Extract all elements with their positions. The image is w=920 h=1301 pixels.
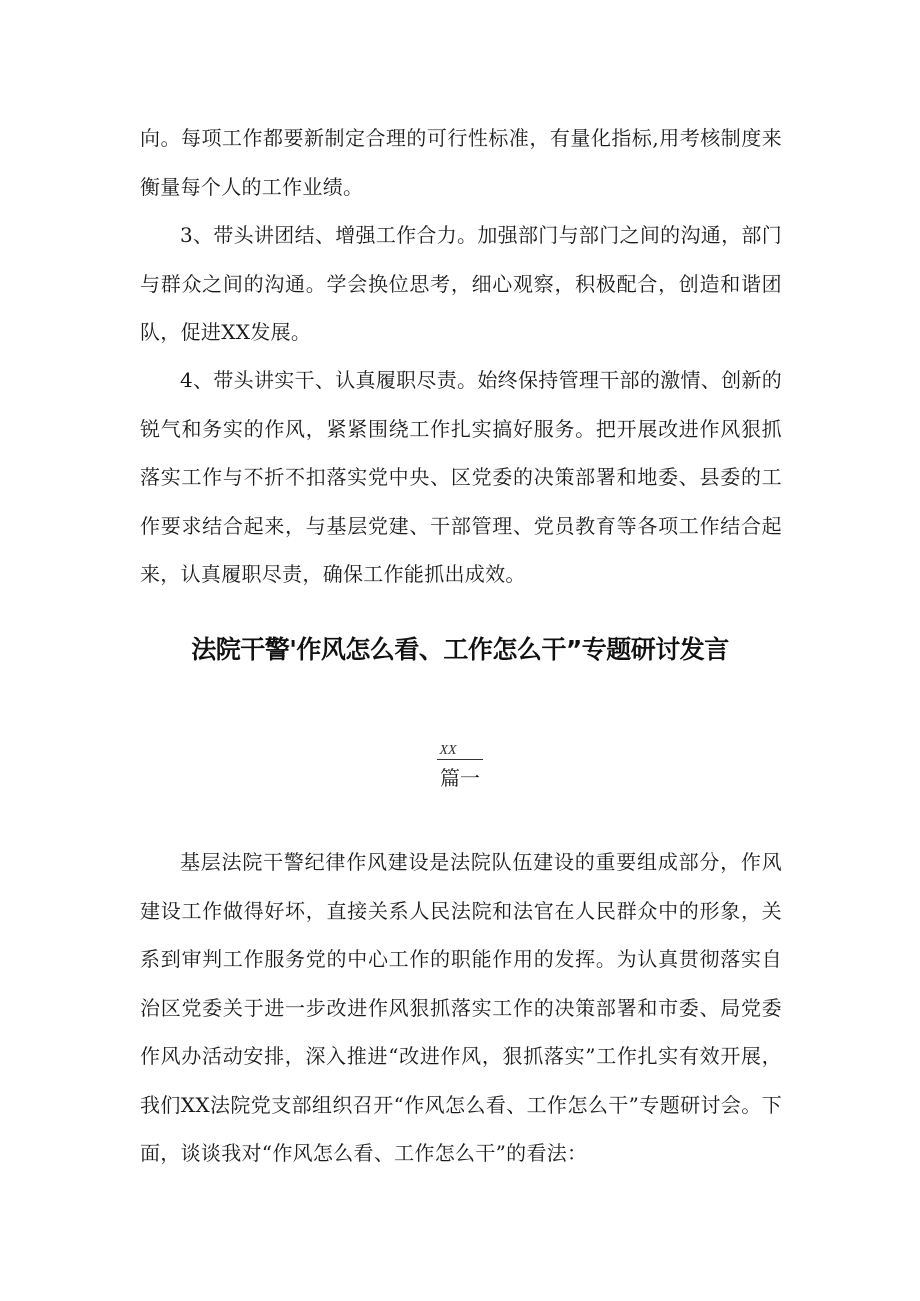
- author-name: XX: [439, 743, 457, 758]
- part-label: 篇一: [440, 766, 480, 790]
- author-underline: [437, 743, 482, 760]
- speech-title: 法院干警'作风怎么看、工作怎么干”专题研讨发言: [191, 635, 729, 664]
- paragraph-item-4: 4、带头讲实干、认真履职尽责。始终保持管理干部的激情、创新的锐气和务实的作风，紧紧围绕工作扎实搞好服务。把开展改进作风狠抓落实工作与不折不扣落实党中央、区党委的决策部署和地委、县委的工作要求结合起来，与基层党建、干部管理、党员教育等各项工作结合起来，认真履职尽责，确保工作能抓出成效。: [140, 368, 782, 586]
- paragraph-item-3: 3、带头讲团结、增强工作合力。加强部门与部门之间的沟通，部门与群众之间的沟通。学会换位思考，细心观察，积极配合，创造和谐团队，促进XX发展。: [140, 223, 782, 344]
- author-line: [0, 743, 920, 760]
- paragraph-continued: 向。每项工作都要新制定合理的可行性标准，有量化指标,用考核制度来衡量每个人的工作业绩。: [140, 126, 782, 199]
- paragraph-intro: 基层法院干警纪律作风建设是法院队伍建设的重要组成部分，作风建设工作做得好坏，直接关系人民法院和法官在人民群众中的形象，关系到审判工作服务党的中心工作的职能作用的发挥。为认真贯彻落实自治区党委关于进一步改进作风狠抓落实工作的决策部署和市委、局党委作风办活动安排，深入推进“改进作风，狠抓落实”工作扎实有效开展，我们XX法院党支部组织召开“作风怎么看、工作怎么干”专题研讨会。下面，谈谈我对“作风怎么看、工作怎么干”的看法：: [140, 850, 782, 1165]
